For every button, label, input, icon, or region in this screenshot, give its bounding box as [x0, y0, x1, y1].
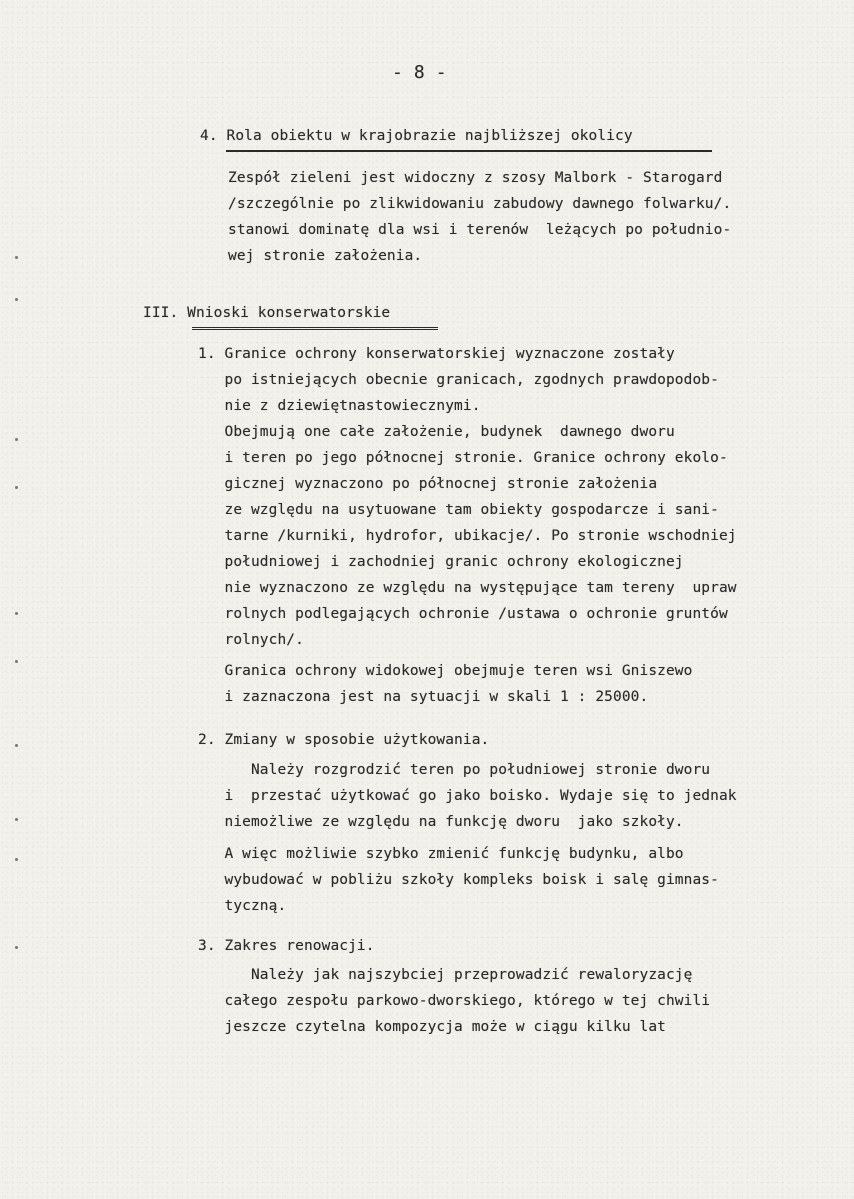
- item-1-line: gicznej wyznaczono po północnej stronie założenia: [198, 476, 658, 492]
- item-2-line: i przestać użytkować go jako boisko. Wydaje się to jednak: [198, 788, 737, 804]
- scan-speck: [15, 438, 18, 441]
- item-2-heading: 2. Zmiany w sposobie użytkowania.: [198, 732, 490, 748]
- scan-speck: [15, 744, 18, 747]
- item-1-line: 1. Granice ochrony konserwatorskiej wyznaczone zostały: [198, 346, 675, 362]
- page-number: - 8 -: [392, 62, 447, 83]
- section-4-heading-underline: [226, 150, 712, 152]
- section-iii-heading: III. Wnioski konserwatorskie: [143, 305, 391, 321]
- section-4-heading: 4. Rola obiektu w krajobrazie najbliższej okolicy: [200, 128, 633, 144]
- item-3-line: jeszcze czytelna kompozycja może w ciągu kilku lat: [198, 1019, 666, 1035]
- item-3-heading: 3. Zakres renowacji.: [198, 938, 375, 954]
- section-4-line: /szczególnie po zlikwidowaniu zabudowy dawnego folwarku/.: [228, 196, 732, 212]
- section-4-line: wej stronie założenia.: [228, 248, 423, 264]
- item-1-line: Granica ochrony widokowej obejmuje teren wsi Gniszewo: [198, 663, 693, 679]
- item-1-line: nie z dziewiętnastowiecznymi.: [198, 398, 481, 414]
- section-iii-heading-underline: [192, 327, 438, 330]
- scan-speck: [15, 298, 18, 301]
- item-1-line: rolnych/.: [198, 632, 304, 648]
- item-3-line: Należy jak najszybciej przeprowadzić rewaloryzację: [198, 967, 693, 983]
- item-2-line: wybudować w pobliżu szkoły kompleks boisk i salę gimnas-: [198, 872, 719, 888]
- scan-speck: [15, 486, 18, 489]
- scan-speck: [15, 256, 18, 259]
- scan-speck: [15, 858, 18, 861]
- item-1-line: ze względu na usytuowane tam obiekty gospodarcze i sani-: [198, 502, 719, 518]
- scan-speck: [15, 612, 18, 615]
- item-1-line: rolnych podlegających ochronie /ustawa o ochronie gruntów: [198, 606, 728, 622]
- item-1-line: południowej i zachodniej granic ochrony ekologicznej: [198, 554, 684, 570]
- scan-speck: [15, 818, 18, 821]
- item-1-line: Obejmują one całe założenie, budynek dawnego dworu: [198, 424, 675, 440]
- item-1-line: po istniejących obecnie granicach, zgodnych prawdopodob-: [198, 372, 719, 388]
- item-1-line: i teren po jego północnej stronie. Granice ochrony ekolo-: [198, 450, 728, 466]
- item-2-line: tyczną.: [198, 898, 287, 914]
- scan-speck: [15, 946, 18, 949]
- section-4-line: stanowi dominatę dla wsi i terenów leżących po południo-: [228, 222, 732, 238]
- item-2-line: niemożliwe ze względu na funkcję dworu jako szkoły.: [198, 814, 684, 830]
- item-2-line: Należy rozgrodzić teren po południowej stronie dworu: [198, 762, 711, 778]
- item-1-line: nie wyznaczono ze względu na występujące tam tereny upraw: [198, 580, 737, 596]
- scan-speck: [15, 660, 18, 663]
- section-4-line: Zespół zieleni jest widoczny z szosy Malbork - Starogard: [228, 170, 723, 186]
- item-3-line: całego zespołu parkowo-dworskiego, którego w tej chwili: [198, 993, 711, 1009]
- item-2-line: A więc możliwie szybko zmienić funkcję budynku, albo: [198, 846, 684, 862]
- item-1-line: i zaznaczona jest na sytuacji w skali 1 : 25000.: [198, 689, 649, 705]
- item-1-line: tarne /kurniki, hydrofor, ubikacje/. Po stronie wschodniej: [198, 528, 737, 544]
